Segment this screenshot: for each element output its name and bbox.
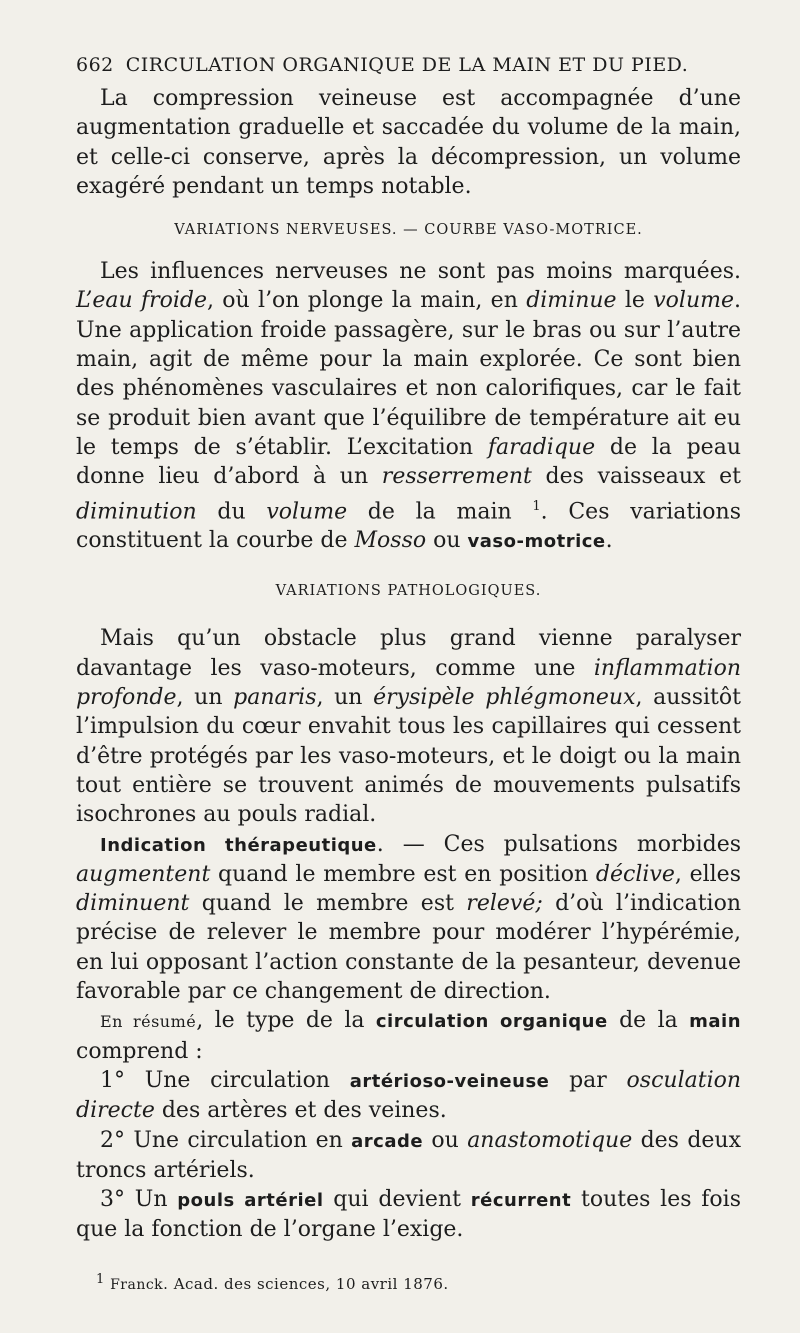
footnote: $^1$ Franck. Acad. des sciences, 10 avril 1876. bbox=[96, 1272, 449, 1293]
paragraph-influences-nerveuses: Les influences nerveuses ne sont pas moins marquées. L’eau froide, où l’on plonge la main, en diminue le volume. Une application froide passagère, sur le bras ou sur l’autre main, agit de même pour la main explorée. Ce sont bien des phénomènes vasculaires et non calorifiques, car le fait se produit bien avant que l’équilibre de température ait eu le temps de s’établir. L’excitation faradique de la peau donne lieu d’abord à un resserrement des vaisseaux et diminution du volume de la main $^1$. Ces variations constituent la courbe de Mosso ou vaso-motrice. bbox=[76, 259, 742, 554]
paragraph-resume: En résumé, le type de la circulation organique de la main comprend : bbox=[76, 1008, 742, 1064]
running-header bbox=[76, 52, 741, 78]
paragraph-compression: La compression veineuse est accompagnée d’une augmentation graduelle et saccadée du volume de la main, et celle-ci conserve, après la décompression, un volume exagéré pendant un temps notable. bbox=[76, 86, 741, 199]
paragraph-indication: Indication thérapeutique. — Ces pulsations morbides augmentent quand le membre est en position déclive, elles diminuent quand le membre est relevé; d’où l’indication précise de relever le membre pour modérer l’hypérémie, en lui opposant l’action constante de la pesanteur, devenue favorable par ce changement de direction. bbox=[76, 831, 742, 1005]
page-number: 662 bbox=[76, 54, 114, 76]
paragraph-obstacle: Mais qu’un obstacle plus grand vienne paralyser davantage les vaso-moteurs, comme une inflammation profonde, un panaris, un érysipèle phlégmoneux, aussitôt l’impulsion du cœur envahit tous les capillaires qui cessent d’être protégés par les vaso-moteurs, et le doigt ou la main tout entière se trouvent animés de mouvements pulsatifs isochrones au pouls radial. bbox=[76, 626, 741, 828]
list-item-2: 2° Une circulation en arcade ou anastomotique des deux troncs artériels. bbox=[76, 1127, 742, 1183]
page bbox=[76, 52, 741, 1245]
list-item-3: 3° Un pouls artériel qui devient récurrent toutes les fois que la fonction de l’organe l’exige. bbox=[76, 1187, 741, 1243]
section-heading-pathologiques: VARIATIONS PATHOLOGIQUES. bbox=[275, 583, 542, 600]
footnote-ref: 1 bbox=[532, 498, 541, 514]
list-item-1: 1° Une circulation artérioso-veineuse par osculation directe des artères et des veines. bbox=[76, 1067, 742, 1124]
running-title: CIRCULATION ORGANIQUE DE LA MAIN ET DU PIED. bbox=[125, 54, 689, 76]
section-heading-nerveuses: VARIATIONS NERVEUSES. — COURBE VASO-MOTRICE. bbox=[174, 222, 643, 239]
